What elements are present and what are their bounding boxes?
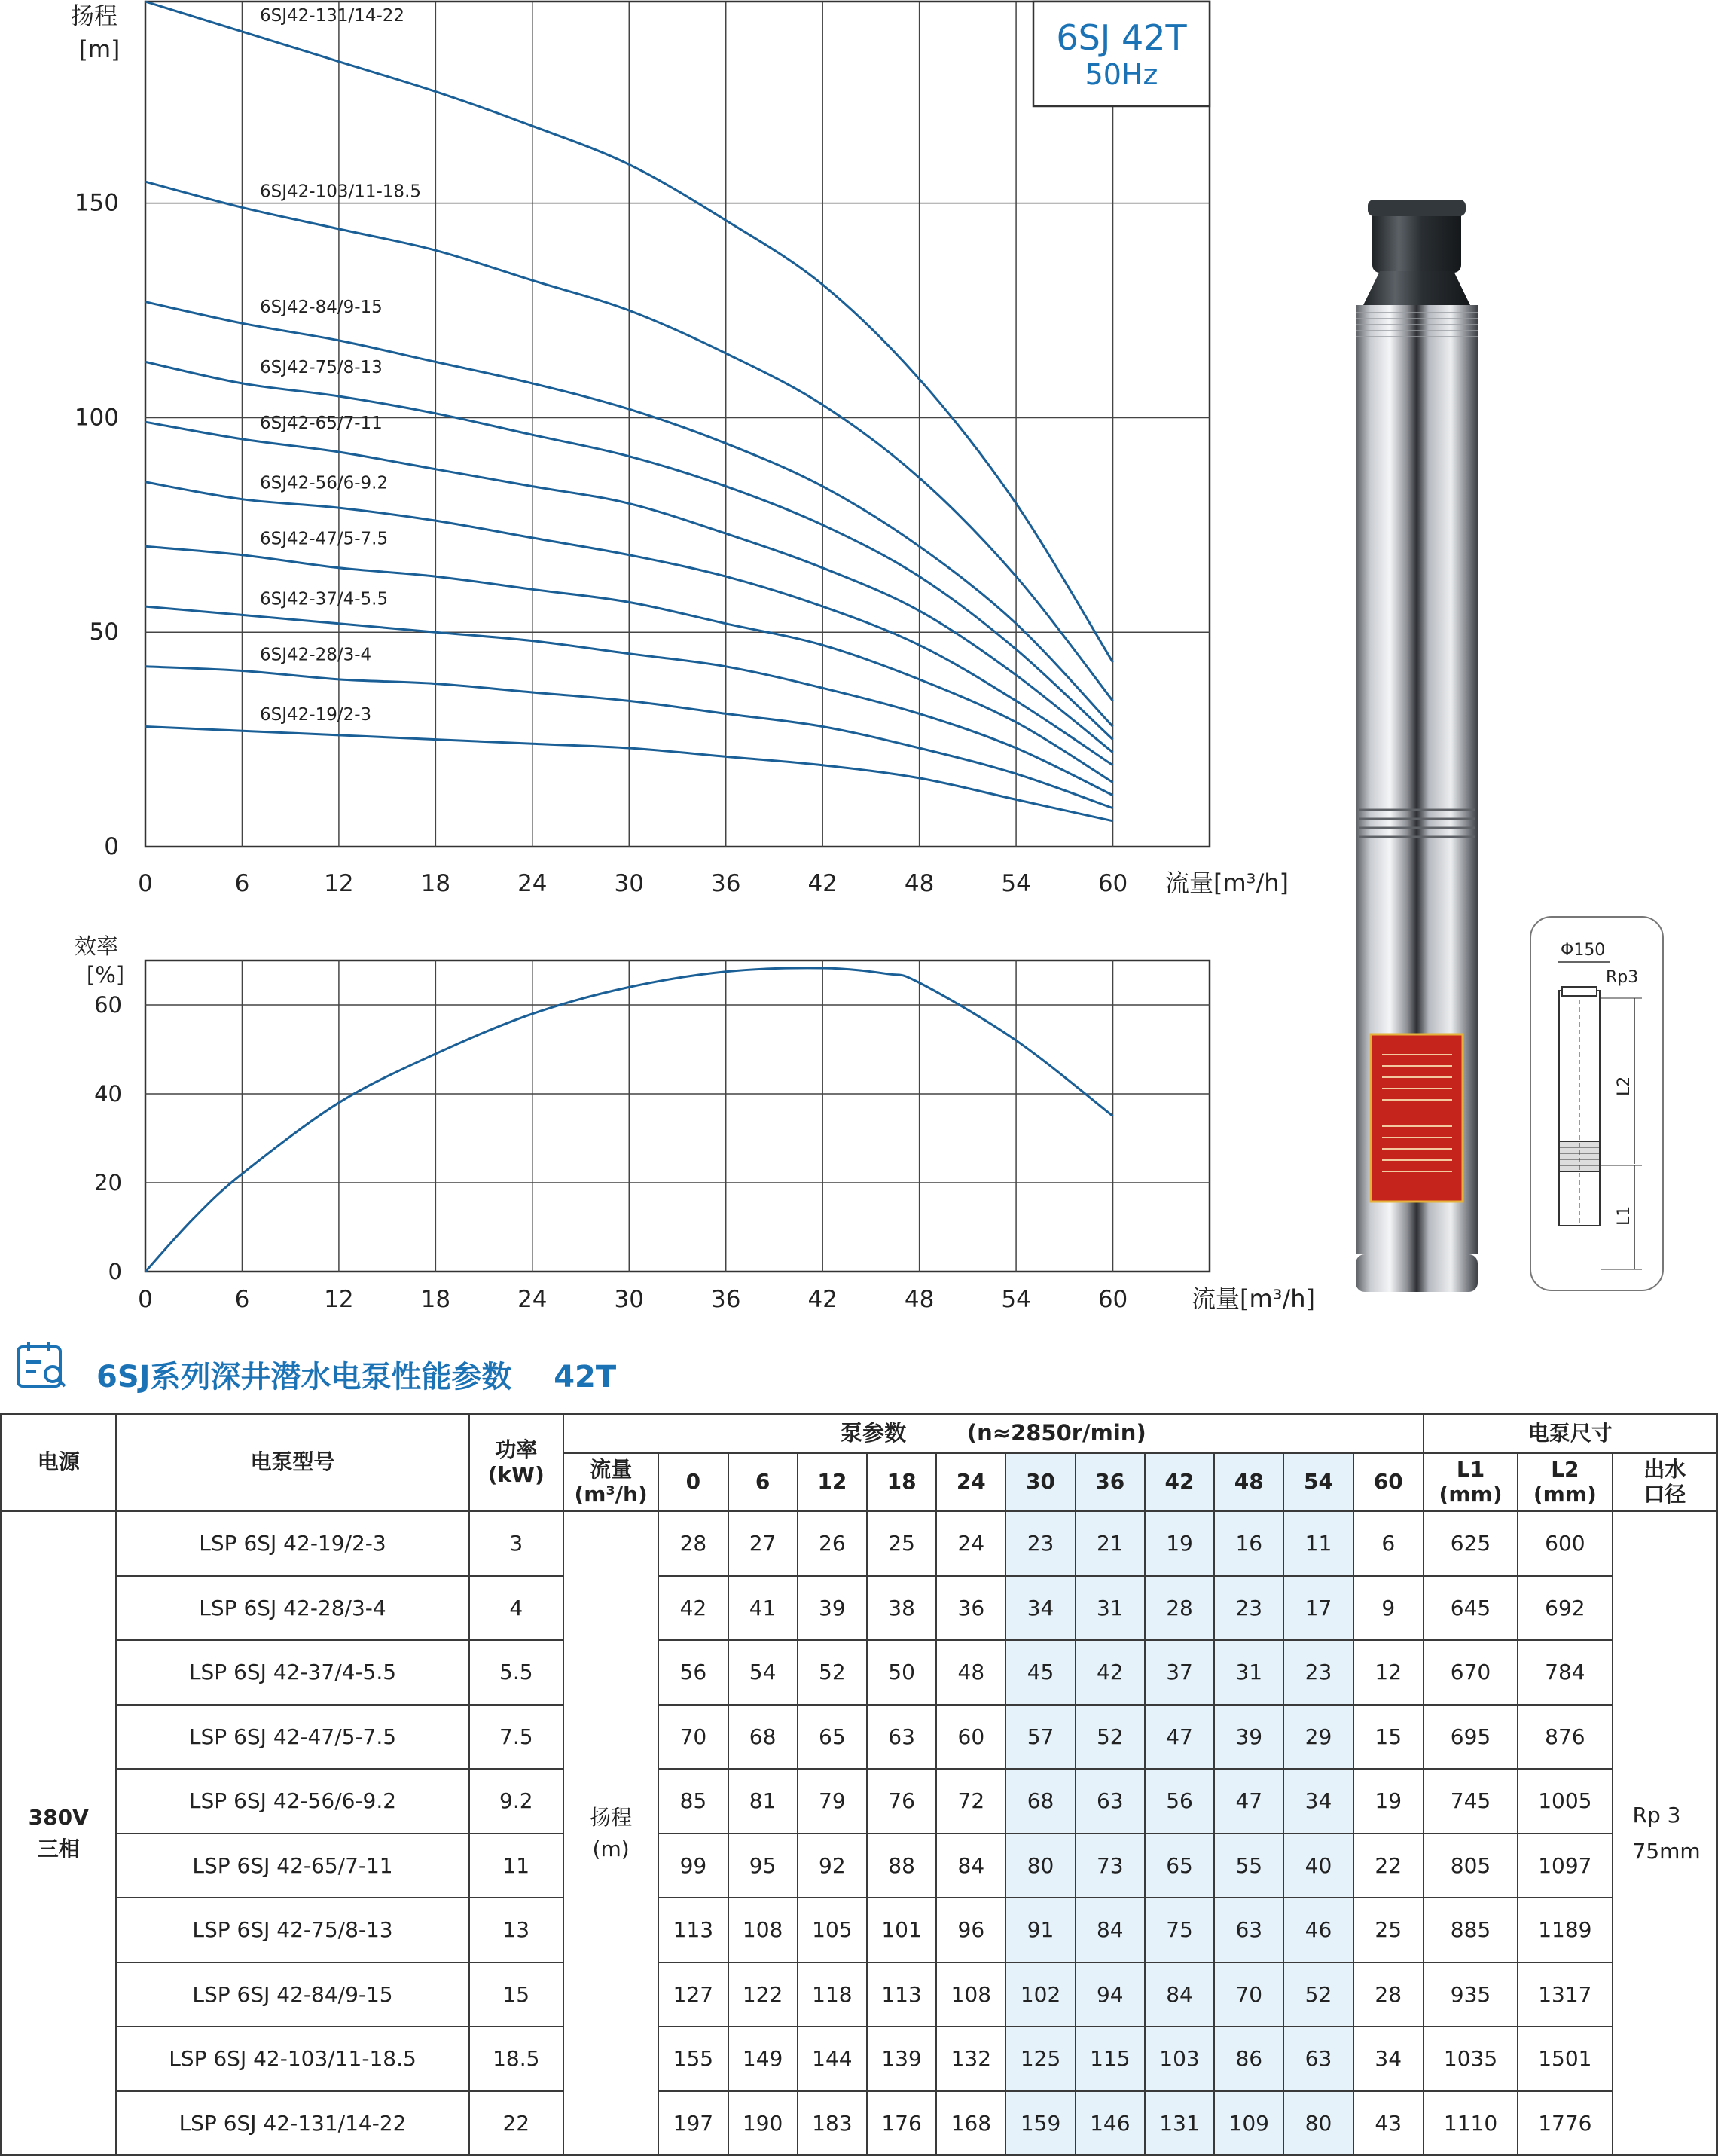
power-cell: 5.5 — [469, 1640, 563, 1705]
head-value-cell: 45 — [1005, 1640, 1075, 1705]
dimension-thread-label: Rp3 — [1606, 968, 1639, 987]
efficiency-chart-y-ticks — [94, 992, 122, 1284]
model-cell — [116, 2091, 468, 2156]
header-l1 — [1424, 1453, 1518, 1511]
header-dimensions: 电泵尺寸 — [1424, 1414, 1717, 1453]
l2-cell: 1005 — [1518, 1769, 1612, 1834]
header-l2 — [1518, 1453, 1612, 1511]
calendar-search-icon — [15, 1339, 69, 1392]
dimension-l2-label: L2 — [1615, 1076, 1634, 1096]
head-value-cell: 80 — [1283, 2091, 1353, 2156]
head-value-cell: 131 — [1145, 2091, 1214, 2156]
l1-cell: 885 — [1424, 1898, 1518, 1962]
dimension-l1-label: L1 — [1615, 1205, 1634, 1226]
head-x-tick-label: 54 — [1001, 870, 1031, 897]
head-value-cell: 68 — [1005, 1769, 1075, 1834]
head-value-cell: 94 — [1076, 1962, 1145, 2027]
head-value-cell: 28 — [1353, 1962, 1424, 2027]
head-value-cell: 79 — [798, 1769, 867, 1834]
head-value-cell: 25 — [867, 1511, 936, 1576]
head-value-cell: 65 — [1145, 1834, 1214, 1898]
head-value-cell: 155 — [658, 2026, 728, 2091]
phase-label: 三相 — [37, 1836, 80, 1861]
model-cell — [116, 1511, 468, 1576]
efficiency-x-axis-label: 流量[m³/h] — [1192, 1284, 1316, 1313]
section-title: 6SJ系列深井潜水电泵性能参数 42T — [96, 1360, 617, 1394]
head-y-axis-label: 扬程 — [71, 3, 117, 30]
efficiency-chart-grid — [145, 960, 1210, 1272]
efficiency-x-tick-label: 0 — [138, 1286, 153, 1313]
head-value-cell: 38 — [867, 1576, 936, 1641]
head-value-cell: 22 — [1353, 1834, 1424, 1898]
header-flow-label: 流量 — [590, 1457, 633, 1483]
head-series-label: 6SJ42-47/5-7.5 — [260, 529, 389, 549]
power-cell: 15 — [469, 1962, 563, 2027]
head-value-cell: 47 — [1214, 1769, 1283, 1834]
head-value-cell: 39 — [1214, 1705, 1283, 1770]
power-cell: 22 — [469, 2091, 563, 2156]
outlet-size: 75mm — [1632, 1838, 1701, 1864]
header-flow-point: 30 — [1005, 1453, 1075, 1511]
head-value-cell: 27 — [728, 1511, 798, 1576]
head-value-cell: 19 — [1145, 1511, 1214, 1576]
head-value-cell: 52 — [798, 1640, 867, 1705]
model-name: LSP 6SJ 42-19/2-3 — [199, 1531, 386, 1556]
head-value-cell: 63 — [1214, 1898, 1283, 1962]
head-value-cell: 52 — [1283, 1962, 1353, 2027]
model-cell — [116, 1705, 468, 1770]
outlet-thread: Rp 3 — [1632, 1802, 1681, 1828]
efficiency-chart — [0, 927, 1341, 1333]
head-value-cell: 125 — [1005, 2026, 1075, 2091]
power-cell: 3 — [469, 1511, 563, 1576]
head-value-cell: 19 — [1353, 1769, 1424, 1834]
header-flow-unit: (m³/h) — [574, 1481, 648, 1507]
head-value-cell: 86 — [1214, 2026, 1283, 2091]
head-value-cell: 46 — [1283, 1898, 1353, 1962]
power-cell: 11 — [469, 1834, 563, 1898]
model-name: LSP 6SJ 42-75/8-13 — [192, 1917, 393, 1943]
l1-cell: 935 — [1424, 1962, 1518, 2027]
head-series-label: 6SJ42-28/3-4 — [260, 645, 372, 665]
head-value-cell: 102 — [1005, 1962, 1075, 2027]
head-value-cell: 63 — [867, 1705, 936, 1770]
model-badge-frequency: 50Hz — [1085, 58, 1158, 91]
header-pump-params: 泵参数 (n≈2850r/min) — [563, 1414, 1424, 1453]
header-l1-label: L1 — [1456, 1457, 1485, 1483]
head-value-cell: 197 — [658, 2091, 728, 2156]
head-value-cell: 115 — [1076, 2026, 1145, 2091]
header-model: 电泵型号 — [116, 1414, 468, 1511]
l2-cell: 692 — [1518, 1576, 1612, 1641]
header-outlet — [1613, 1453, 1717, 1511]
head-value-cell: 31 — [1076, 1576, 1145, 1641]
head-unit: (m) — [592, 1836, 630, 1861]
model-name: LSP 6SJ 42-37/4-5.5 — [188, 1660, 397, 1685]
head-x-tick-label: 0 — [138, 870, 153, 897]
head-value-cell: 55 — [1214, 1834, 1283, 1898]
head-y-tick-label: 100 — [74, 404, 119, 432]
model-name: LSP 6SJ 42-56/6-9.2 — [188, 1788, 397, 1814]
header-power-unit: (kW) — [487, 1461, 545, 1487]
head-value-cell: 54 — [728, 1640, 798, 1705]
head-value-cell: 17 — [1283, 1576, 1353, 1641]
head-value-cell: 42 — [1076, 1640, 1145, 1705]
l1-cell: 805 — [1424, 1834, 1518, 1898]
head-value-cell: 39 — [798, 1576, 867, 1641]
table-row — [1, 1769, 1717, 1834]
l2-cell: 1189 — [1518, 1898, 1612, 1962]
table-row — [1, 1705, 1717, 1770]
power-cell: 18.5 — [469, 2026, 563, 2091]
head-value-cell: 113 — [867, 1962, 936, 2027]
head-x-tick-label: 6 — [234, 870, 250, 897]
dimension-diameter-label: Φ150 — [1561, 941, 1606, 960]
head-value-cell: 176 — [867, 2091, 936, 2156]
head-series-label: 6SJ42-65/7-11 — [260, 413, 383, 433]
table-row — [1, 1834, 1717, 1898]
header-flow-point: 48 — [1214, 1453, 1283, 1511]
l2-cell: 1501 — [1518, 2026, 1612, 2091]
head-label-cell — [563, 1511, 658, 2155]
head-value-cell: 80 — [1005, 1834, 1075, 1898]
head-value-cell: 37 — [1145, 1640, 1214, 1705]
power-cell: 9.2 — [469, 1769, 563, 1834]
head-y-tick-label: 0 — [104, 833, 119, 860]
model-name: LSP 6SJ 42-65/7-11 — [192, 1852, 393, 1878]
head-value-cell: 52 — [1076, 1705, 1145, 1770]
head-series-label: 6SJ42-103/11-18.5 — [260, 182, 422, 202]
head-value-cell: 84 — [1076, 1898, 1145, 1962]
head-value-cell: 144 — [798, 2026, 867, 2091]
head-value-cell: 132 — [936, 2026, 1005, 2091]
head-x-tick-label: 30 — [614, 870, 644, 897]
header-flow-point: 12 — [798, 1453, 867, 1511]
head-chart-series-labels — [260, 6, 421, 725]
head-value-cell: 21 — [1076, 1511, 1145, 1576]
head-x-tick-label: 60 — [1097, 870, 1128, 897]
head-value-cell: 15 — [1353, 1705, 1424, 1770]
head-value-cell: 108 — [936, 1962, 1005, 2027]
power-cell: 4 — [469, 1576, 563, 1641]
header-l2-label: L2 — [1551, 1457, 1579, 1483]
head-value-cell: 168 — [936, 2091, 1005, 2156]
head-x-axis-label: 流量[m³/h] — [1165, 869, 1289, 897]
head-series-label: 6SJ42-37/4-5.5 — [260, 589, 389, 609]
header-flow-point: 60 — [1353, 1453, 1424, 1511]
head-value-cell: 16 — [1214, 1511, 1283, 1576]
l1-cell: 695 — [1424, 1705, 1518, 1770]
efficiency-x-tick-label: 12 — [324, 1286, 354, 1313]
l2-cell: 1776 — [1518, 2091, 1612, 2156]
model-name: LSP 6SJ 42-131/14-22 — [179, 2110, 407, 2136]
model-cell — [116, 1834, 468, 1898]
head-x-tick-label: 12 — [324, 870, 354, 897]
head-value-cell: 101 — [867, 1898, 936, 1962]
head-y-tick-label: 50 — [89, 618, 119, 646]
head-value-cell: 24 — [936, 1511, 1005, 1576]
head-x-tick-label: 42 — [807, 870, 838, 897]
head-value-cell: 118 — [798, 1962, 867, 2027]
head-value-cell: 105 — [798, 1898, 867, 1962]
pump-product-image — [1341, 192, 1491, 1303]
head-value-cell: 76 — [867, 1769, 936, 1834]
head-series-label: 6SJ42-131/14-22 — [260, 5, 405, 26]
head-value-cell: 9 — [1353, 1576, 1424, 1641]
header-flow-point: 0 — [658, 1453, 728, 1511]
head-value-cell: 28 — [658, 1511, 728, 1576]
l2-cell: 876 — [1518, 1705, 1612, 1770]
head-series-label: 6SJ42-56/6-9.2 — [260, 473, 389, 493]
head-series-label: 6SJ42-75/8-13 — [260, 357, 383, 377]
head-value-cell: 42 — [658, 1576, 728, 1641]
efficiency-y-axis-label: 效率 — [74, 933, 119, 959]
model-cell — [116, 2026, 468, 2091]
table-row — [1, 1898, 1717, 1962]
head-y-axis-unit: [m] — [78, 36, 121, 63]
header-flow-point: 24 — [936, 1453, 1005, 1511]
model-badge-title: 6SJ 42T — [1056, 17, 1187, 58]
head-value-cell: 68 — [728, 1705, 798, 1770]
efficiency-x-tick-label: 36 — [711, 1286, 741, 1313]
head-value-cell: 95 — [728, 1834, 798, 1898]
head-value-cell: 122 — [728, 1962, 798, 2027]
head-value-cell: 47 — [1145, 1705, 1214, 1770]
head-value-cell: 25 — [1353, 1898, 1424, 1962]
model-cell — [116, 1640, 468, 1705]
head-value-cell: 43 — [1353, 2091, 1424, 2156]
model-cell — [116, 1576, 468, 1641]
efficiency-x-tick-label: 42 — [807, 1286, 838, 1313]
head-value-cell: 149 — [728, 2026, 798, 2091]
model-name: LSP 6SJ 42-47/5-7.5 — [188, 1724, 397, 1749]
table-body — [1, 1511, 1717, 2155]
l2-cell: 1317 — [1518, 1962, 1612, 2027]
head-series-label: 6SJ42-84/9-15 — [260, 298, 383, 318]
head-value-cell: 57 — [1005, 1705, 1075, 1770]
head-value-cell: 139 — [867, 2026, 936, 2091]
head-chart-y-ticks — [75, 190, 119, 860]
head-value-cell: 23 — [1005, 1511, 1075, 1576]
head-value-cell: 23 — [1283, 1640, 1353, 1705]
l1-cell: 645 — [1424, 1576, 1518, 1641]
head-value-cell: 183 — [798, 2091, 867, 2156]
head-x-tick-label: 36 — [711, 870, 741, 897]
head-value-cell: 63 — [1076, 1769, 1145, 1834]
l2-cell: 784 — [1518, 1640, 1612, 1705]
header-flow-point: 6 — [728, 1453, 798, 1511]
head-value-cell: 88 — [867, 1834, 936, 1898]
head-value-cell: 72 — [936, 1769, 1005, 1834]
head-value-cell: 84 — [936, 1834, 1005, 1898]
header-outlet-label-2: 口径 — [1643, 1481, 1686, 1507]
efficiency-y-axis-unit: [%] — [86, 962, 125, 988]
head-value-cell: 91 — [1005, 1898, 1075, 1962]
head-y-tick-label: 150 — [74, 189, 119, 217]
head-value-cell: 12 — [1353, 1640, 1424, 1705]
head-value-cell: 99 — [658, 1834, 728, 1898]
efficiency-x-tick-label: 60 — [1097, 1286, 1128, 1313]
l1-cell: 670 — [1424, 1640, 1518, 1705]
head-value-cell: 159 — [1005, 2091, 1075, 2156]
header-flow-point: 42 — [1145, 1453, 1214, 1511]
efficiency-y-tick-label: 40 — [94, 1081, 122, 1107]
power-cell: 13 — [469, 1898, 563, 1962]
head-value-cell: 56 — [1145, 1769, 1214, 1834]
model-name: LSP 6SJ 42-103/11-18.5 — [169, 2046, 417, 2072]
header-outlet-label: 出水 — [1643, 1457, 1686, 1483]
head-value-cell: 146 — [1076, 2091, 1145, 2156]
head-value-cell: 31 — [1214, 1640, 1283, 1705]
head-x-tick-label: 24 — [517, 870, 548, 897]
table-row — [1, 2026, 1717, 2091]
efficiency-y-tick-label: 60 — [94, 992, 122, 1018]
power-source-cell — [1, 1511, 116, 2155]
head-value-cell: 70 — [658, 1705, 728, 1770]
head-value-cell: 11 — [1283, 1511, 1353, 1576]
head-value-cell: 75 — [1145, 1898, 1214, 1962]
model-cell — [116, 1898, 468, 1962]
head-value-cell: 127 — [658, 1962, 728, 2027]
outlet-cell — [1613, 1511, 1717, 2155]
head-value-cell: 85 — [658, 1769, 728, 1834]
head-value-cell: 113 — [658, 1898, 728, 1962]
table-row — [1, 1962, 1717, 2027]
efficiency-y-tick-label: 20 — [94, 1170, 122, 1196]
head-series-label: 6SJ42-19/2-3 — [260, 705, 372, 725]
header-l1-unit: (mm) — [1439, 1481, 1503, 1507]
model-name: LSP 6SJ 42-84/9-15 — [192, 1981, 393, 2007]
head-value-cell: 40 — [1283, 1834, 1353, 1898]
head-value-cell: 29 — [1283, 1705, 1353, 1770]
efficiency-y-tick-label: 0 — [108, 1259, 122, 1284]
l1-cell: 1035 — [1424, 2026, 1518, 2091]
head-label: 扬程 — [590, 1804, 633, 1830]
head-x-tick-label: 18 — [420, 870, 451, 897]
head-value-cell: 190 — [728, 2091, 798, 2156]
head-value-cell: 34 — [1005, 1576, 1075, 1641]
header-flow — [563, 1453, 658, 1511]
l1-cell: 1110 — [1424, 2091, 1518, 2156]
table-row — [1, 2091, 1717, 2156]
header-power-source: 电源 — [1, 1414, 116, 1511]
power-cell: 7.5 — [469, 1705, 563, 1770]
header-power — [469, 1414, 563, 1511]
performance-table — [0, 1413, 1718, 2156]
efficiency-chart-x-ticks — [138, 1286, 1128, 1313]
model-name: LSP 6SJ 42-28/3-4 — [199, 1595, 386, 1620]
header-flow-point: 36 — [1076, 1453, 1145, 1511]
efficiency-x-tick-label: 18 — [420, 1286, 451, 1313]
efficiency-x-tick-label: 30 — [614, 1286, 644, 1313]
l1-cell: 625 — [1424, 1511, 1518, 1576]
table-row — [1, 1511, 1717, 1576]
head-value-cell: 60 — [936, 1705, 1005, 1770]
head-value-cell: 92 — [798, 1834, 867, 1898]
head-value-cell: 36 — [936, 1576, 1005, 1641]
head-value-cell: 48 — [936, 1640, 1005, 1705]
header-flow-point: 18 — [867, 1453, 936, 1511]
header-l2-unit: (mm) — [1533, 1481, 1597, 1507]
head-value-cell: 41 — [728, 1576, 798, 1641]
head-value-cell: 103 — [1145, 2026, 1214, 2091]
head-flow-chart — [0, 0, 1326, 904]
head-value-cell: 34 — [1283, 1769, 1353, 1834]
head-value-cell: 50 — [867, 1640, 936, 1705]
head-value-cell: 84 — [1145, 1962, 1214, 2027]
model-cell — [116, 1962, 468, 2027]
head-value-cell: 63 — [1283, 2026, 1353, 2091]
head-value-cell: 6 — [1353, 1511, 1424, 1576]
dimension-drawing — [1529, 915, 1665, 1292]
head-value-cell: 96 — [936, 1898, 1005, 1962]
head-value-cell: 65 — [798, 1705, 867, 1770]
header-power-label: 功率 — [495, 1437, 538, 1463]
head-value-cell: 26 — [798, 1511, 867, 1576]
head-chart-x-ticks — [138, 870, 1128, 897]
head-value-cell: 81 — [728, 1769, 798, 1834]
l2-cell: 1097 — [1518, 1834, 1612, 1898]
header-flow-point: 54 — [1283, 1453, 1353, 1511]
efficiency-x-tick-label: 48 — [904, 1286, 935, 1313]
table-row — [1, 1640, 1717, 1705]
head-value-cell: 34 — [1353, 2026, 1424, 2091]
efficiency-x-tick-label: 54 — [1001, 1286, 1031, 1313]
l1-cell: 745 — [1424, 1769, 1518, 1834]
head-x-tick-label: 48 — [904, 870, 935, 897]
voltage-label: 380V — [28, 1804, 89, 1830]
head-value-cell: 23 — [1214, 1576, 1283, 1641]
table-header-row-1 — [1, 1414, 1717, 1453]
model-cell — [116, 1769, 468, 1834]
l2-cell: 600 — [1518, 1511, 1612, 1576]
head-value-cell: 108 — [728, 1898, 798, 1962]
head-value-cell: 109 — [1214, 2091, 1283, 2156]
head-value-cell: 73 — [1076, 1834, 1145, 1898]
table-row — [1, 1576, 1717, 1641]
head-value-cell: 28 — [1145, 1576, 1214, 1641]
efficiency-plot-frame — [145, 960, 1210, 1272]
efficiency-x-tick-label: 24 — [517, 1286, 548, 1313]
head-value-cell: 70 — [1214, 1962, 1283, 2027]
efficiency-x-tick-label: 6 — [234, 1286, 250, 1313]
head-value-cell: 56 — [658, 1640, 728, 1705]
